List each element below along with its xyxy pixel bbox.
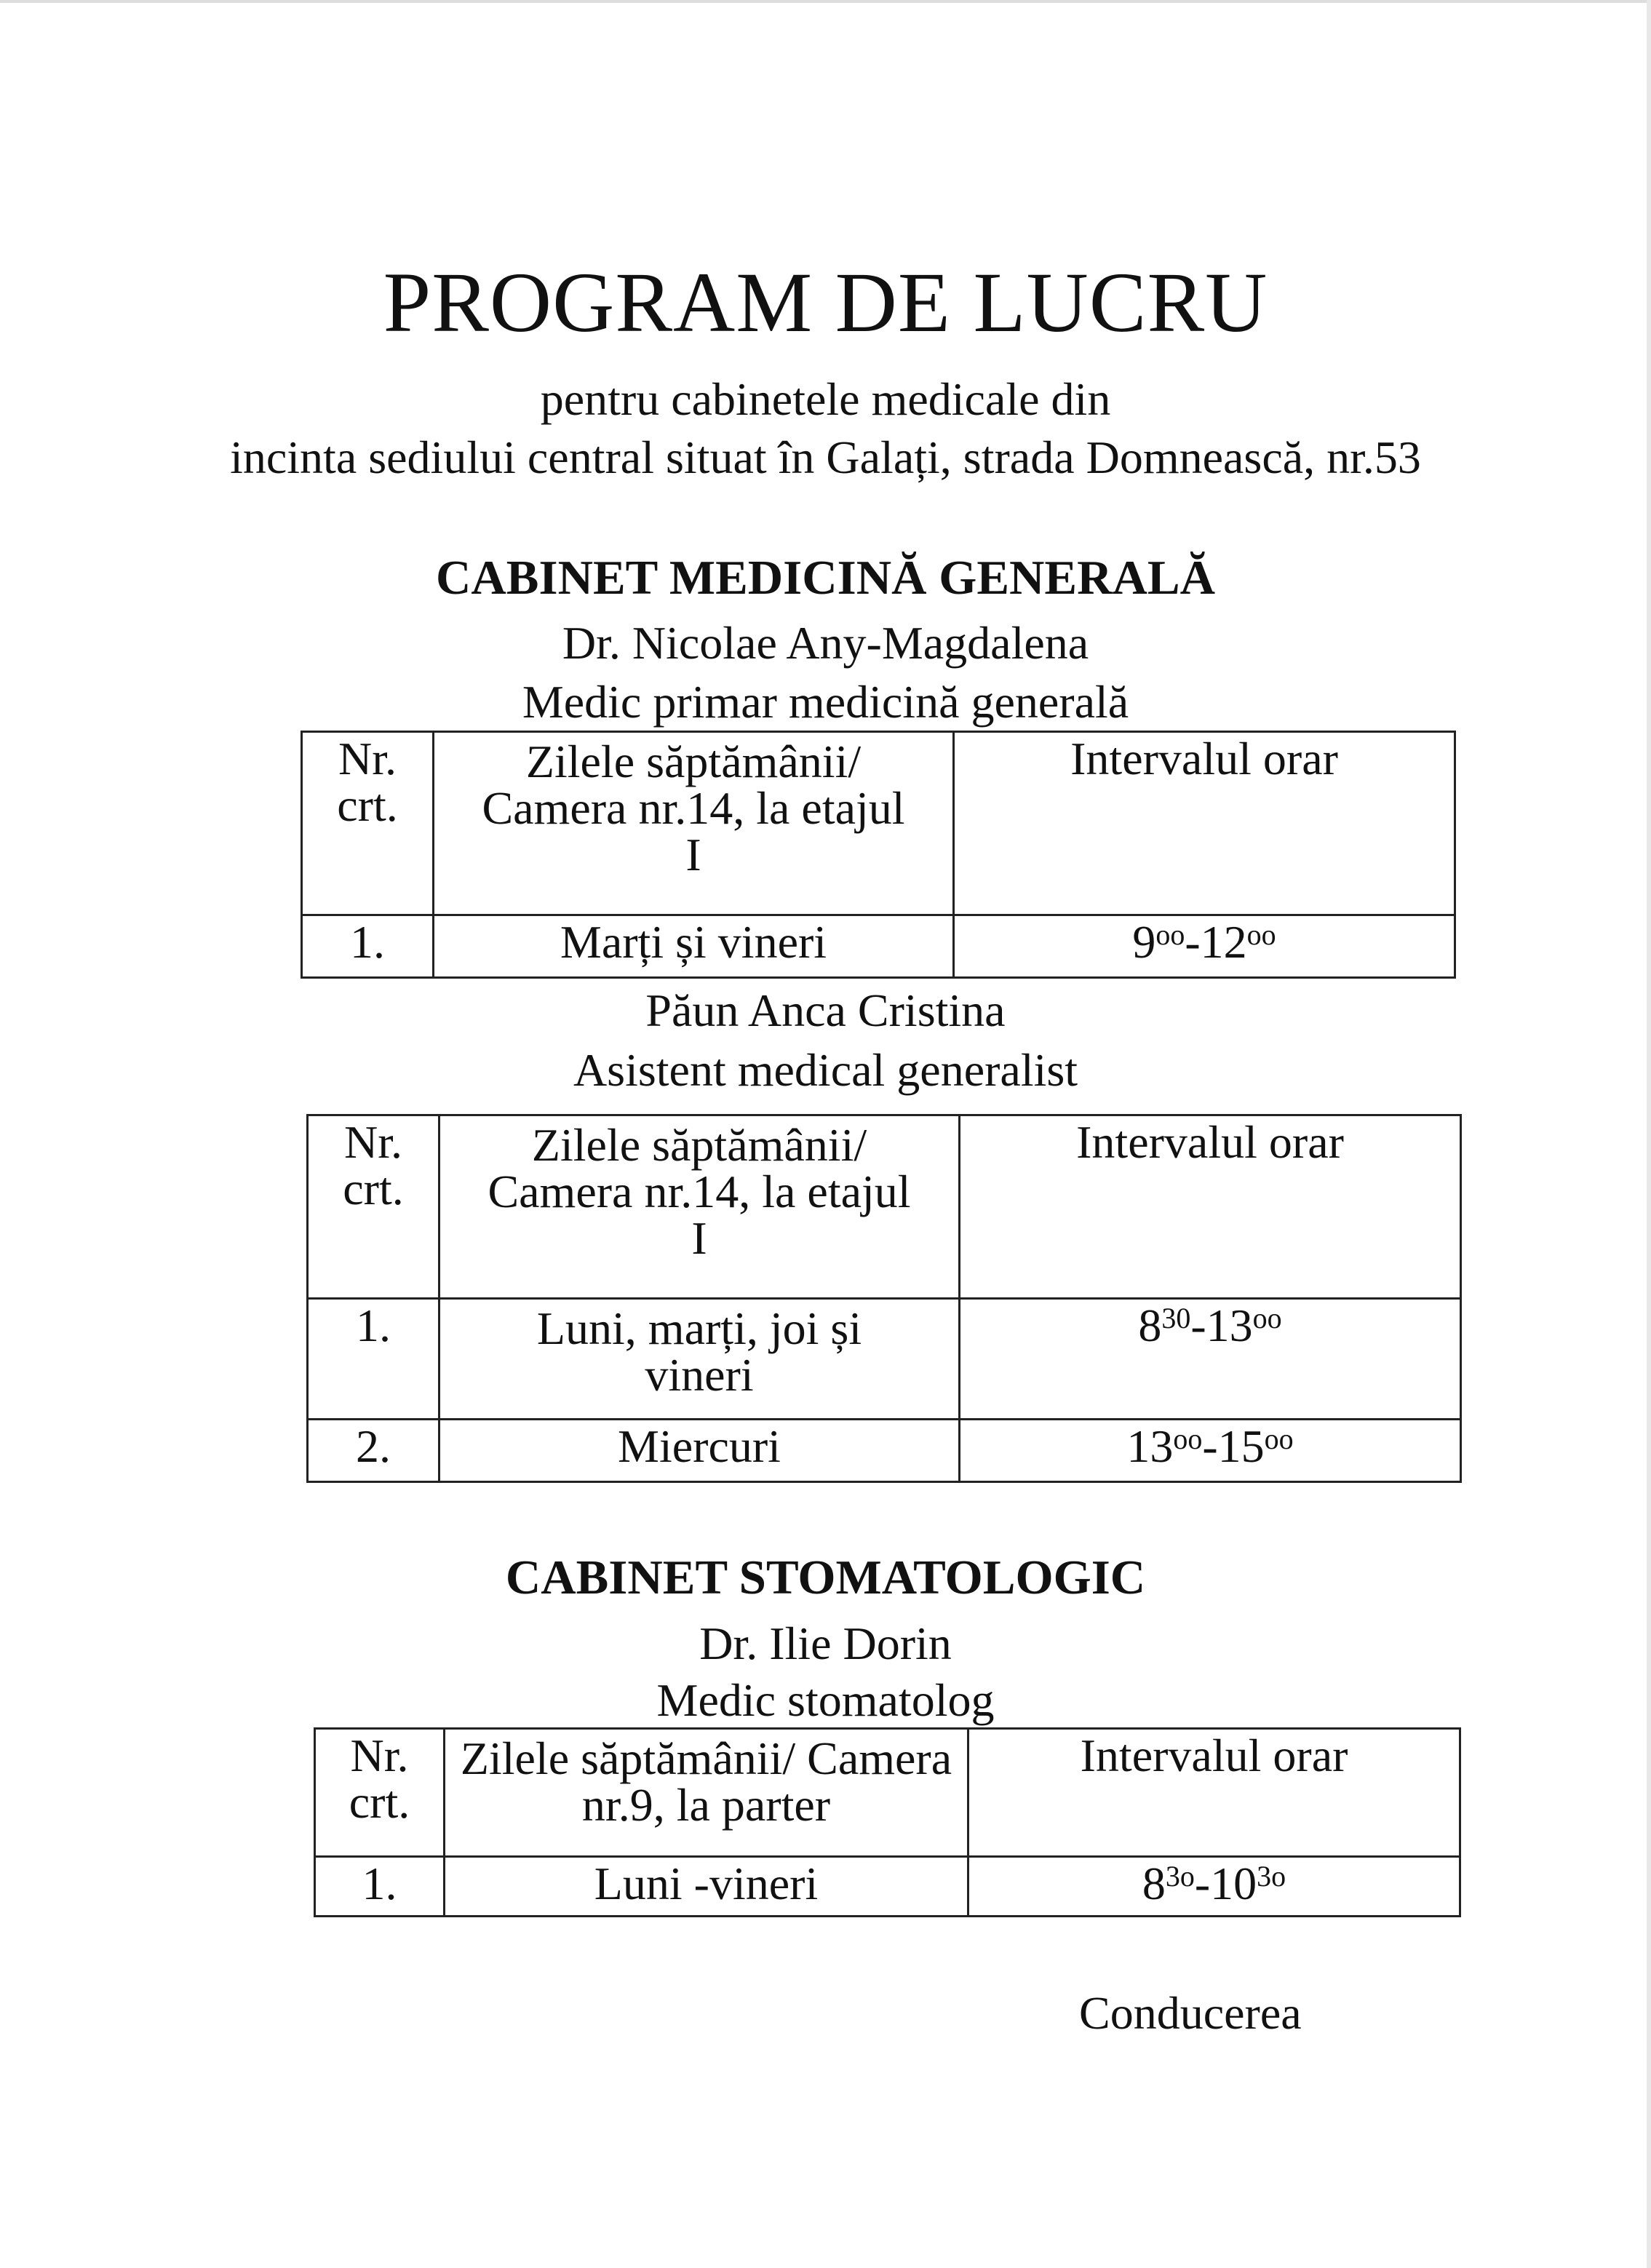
interval-end-minutes: oo: [1252, 1301, 1282, 1334]
page-title: PROGRAM DE LUCRU: [383, 255, 1268, 350]
header-nr-line1: Nr.: [338, 733, 397, 784]
interval-start-hour: 9: [1132, 916, 1156, 968]
doctor-role-dental: Medic stomatolog: [656, 1674, 995, 1726]
interval-end-minutes: oo: [1246, 918, 1276, 951]
header-nr-line2: crt.: [337, 779, 398, 831]
interval-end-hour: 12: [1200, 916, 1247, 968]
row-interval: $9^{oo}-12^{oo}$: [954, 915, 1455, 978]
table-header-row: [308, 1115, 1461, 1299]
section-heading-dental: CABINET STOMATOLOGIC: [505, 1551, 1146, 1604]
header-cell-days: Zilele săptămânii/ Camera nr.9, la parter: [445, 1729, 968, 1857]
row-interval: $8^{30}-13^{oo}$: [960, 1299, 1461, 1420]
assistant-name: Păun Anca Cristina: [645, 984, 1006, 1036]
interval-end-hour: 10: [1210, 1858, 1257, 1909]
table-row: [308, 1420, 1461, 1482]
row-nr: 1.: [308, 1299, 439, 1420]
header-cell-interval: Intervalul orar: [968, 1729, 1460, 1857]
table-header-row: [302, 732, 1455, 915]
header-cell-nr: [302, 732, 434, 915]
doctor-role-general: Medic primar medicină generală: [522, 676, 1129, 728]
interval-end-hour: 15: [1217, 1420, 1265, 1472]
row-nr: 1.: [302, 915, 434, 978]
signature-management: Conducerea: [1079, 1987, 1302, 2039]
section-heading-general-medicine: CABINET MEDICINĂ GENERALĂ: [436, 551, 1215, 605]
interval-start-hour: 8: [1138, 1300, 1162, 1351]
table-row: [315, 1857, 1460, 1917]
header-nr-line2: crt.: [343, 1163, 404, 1214]
interval-end-hour: 13: [1206, 1300, 1253, 1351]
header-nr-line2: crt.: [349, 1776, 410, 1828]
header-cell-nr: [315, 1729, 445, 1857]
row-days: Luni -vineri: [445, 1857, 968, 1917]
table-header-row: [315, 1729, 1460, 1857]
row-interval: $8^{3o}-10^{3o}$: [968, 1857, 1460, 1917]
header-cell-nr: [308, 1115, 439, 1299]
subtitle-line-1: pentru cabinetele medicale din: [540, 373, 1111, 425]
row-days: Marți și vineri: [434, 915, 954, 978]
header-cell-days: Zilele săptămânii/ Camera nr.14, la etajul I: [434, 732, 954, 915]
scan-edge-top: [0, 0, 1651, 3]
row-nr: 2.: [308, 1420, 439, 1482]
row-nr: 1.: [315, 1857, 445, 1917]
interval-start-minutes: oo: [1155, 918, 1185, 951]
assistant-role: Asistent medical generalist: [573, 1044, 1078, 1096]
subtitle-line-2: incinta sediului central situat în Galați, strada Domnească, nr.53: [230, 431, 1421, 483]
interval-end-minutes: 3o: [1257, 1859, 1286, 1893]
row-days: Luni, marți, joi și vineri: [439, 1299, 960, 1420]
interval-start-minutes: oo: [1173, 1422, 1203, 1455]
schedule-table-dental: [314, 1727, 1461, 1917]
row-days: Miercuri: [439, 1420, 960, 1482]
doctor-name-dental: Dr. Ilie Dorin: [699, 1618, 952, 1669]
row-interval: $13^{oo}-15^{oo}$: [960, 1420, 1461, 1482]
header-cell-days: Zilele săptămânii/ Camera nr.14, la etajul I: [439, 1115, 960, 1299]
interval-start-hour: 13: [1126, 1420, 1174, 1472]
interval-end-minutes: oo: [1264, 1422, 1294, 1455]
interval-start-minutes: 30: [1161, 1301, 1191, 1334]
table-row: [308, 1299, 1461, 1420]
interval-start-hour: 8: [1142, 1858, 1166, 1909]
doctor-name-general: Dr. Nicolae Any-Magdalena: [562, 617, 1089, 669]
schedule-table-doctor-general: [301, 731, 1456, 979]
header-nr-line1: Nr.: [344, 1116, 402, 1168]
header-nr-line1: Nr.: [350, 1730, 409, 1781]
table-row: [302, 915, 1455, 978]
header-cell-interval: Intervalul orar: [954, 732, 1455, 915]
header-cell-interval: Intervalul orar: [960, 1115, 1461, 1299]
interval-start-minutes: 3o: [1165, 1859, 1195, 1893]
schedule-table-assistant: [306, 1114, 1462, 1483]
